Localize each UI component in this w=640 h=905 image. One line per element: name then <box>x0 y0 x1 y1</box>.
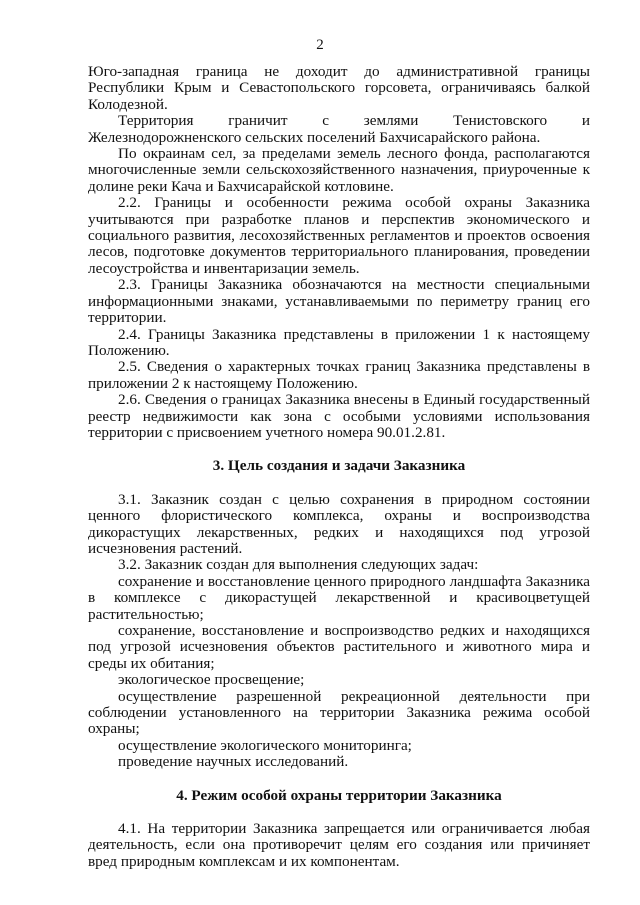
page-number: 2 <box>316 37 324 53</box>
task-research: проведение научных исследований. <box>118 753 349 771</box>
document-body <box>88 64 590 870</box>
paragraph-2-3: 2.3. Границы Заказника обозначаются на местности специальными информационными знаками, устанавливаемыми по периметру границ его территории. <box>88 276 590 327</box>
paragraph-3-1: 3.1. Заказник создан с целью сохранения в природном состоянии ценного флористического комплекса, охраны и воспроизводства дикорастущих лекарственных, редких и находящихся под угрозой исчезновения растений. <box>88 490 590 557</box>
section-4-heading: 4. Режим особой охраны территории Заказника <box>176 786 502 804</box>
paragraph-3-2: 3.2. Заказник создан для выполнения следующих задач: <box>118 556 479 574</box>
paragraph-adjacent-lands: Территория граничит с землями Тенистовского и Железнодорожненского сельских поселений Бахчисарайского района. <box>88 112 590 146</box>
task-rare-species: сохранение, восстановление и воспроизводство редких и находящихся под угрозой исчезновения объектов растительного и животного мира и среды их обитания; <box>88 622 590 672</box>
task-landscape: сохранение и восстановление ценного природного ландшафта Заказника в комплексе с дикорастущей лекарственной и красивоцветущей растительностью; <box>88 572 590 623</box>
paragraph-agricultural-lands: По окраинам сел, за пределами земель лесного фонда, располагаются многочисленные земли сельскохозяйственного назначения, приуроченные к долине реки Кача и Бахчисарайской котловине. <box>88 145 590 195</box>
paragraph-2-5: 2.5. Сведения о характерных точках границ Заказника представлены в приложении 2 к настоящему Положению. <box>88 358 590 392</box>
paragraph-2-4: 2.4. Границы Заказника представлены в приложении 1 к настоящему Положению. <box>88 325 590 359</box>
section-3-heading: 3. Цель создания и задачи Заказника <box>212 457 466 475</box>
paragraph-2-2: 2.2. Границы и особенности режима особой охраны Заказника учитываются при разработке планов и перспектив экономического и социального развития, лесохозяйственных регламентов и проектов освоения лесов, подготовке документов территориального планирования, проведении лесоустройства и инвентаризации земель. <box>88 194 590 277</box>
task-recreation: осуществление разрешенной рекреационной деятельности при соблюдении установленного на территории Заказника режима особой охраны; <box>88 687 590 738</box>
task-monitoring: осуществление экологического мониторинга; <box>118 736 412 754</box>
task-education: экологическое просвещение; <box>118 671 305 689</box>
paragraph-2-6: 2.6. Сведения о границах Заказника внесены в Единый государственный реестр недвижимости как зона с особыми условиями использования территории с присвоением учетного номера 90.01.2.81. <box>88 391 590 441</box>
paragraph-southwest-border: Юго-западная граница не доходит до административной границы Республики Крым и Севастопольского горсовета, ограничиваясь балкой Колодезной. <box>88 63 590 113</box>
paragraph-4-1: 4.1. На территории Заказника запрещается или ограничивается любая деятельность, если она противоречит целям его создания или причиняет вред природным комплексам и их компонентам. <box>88 820 590 870</box>
